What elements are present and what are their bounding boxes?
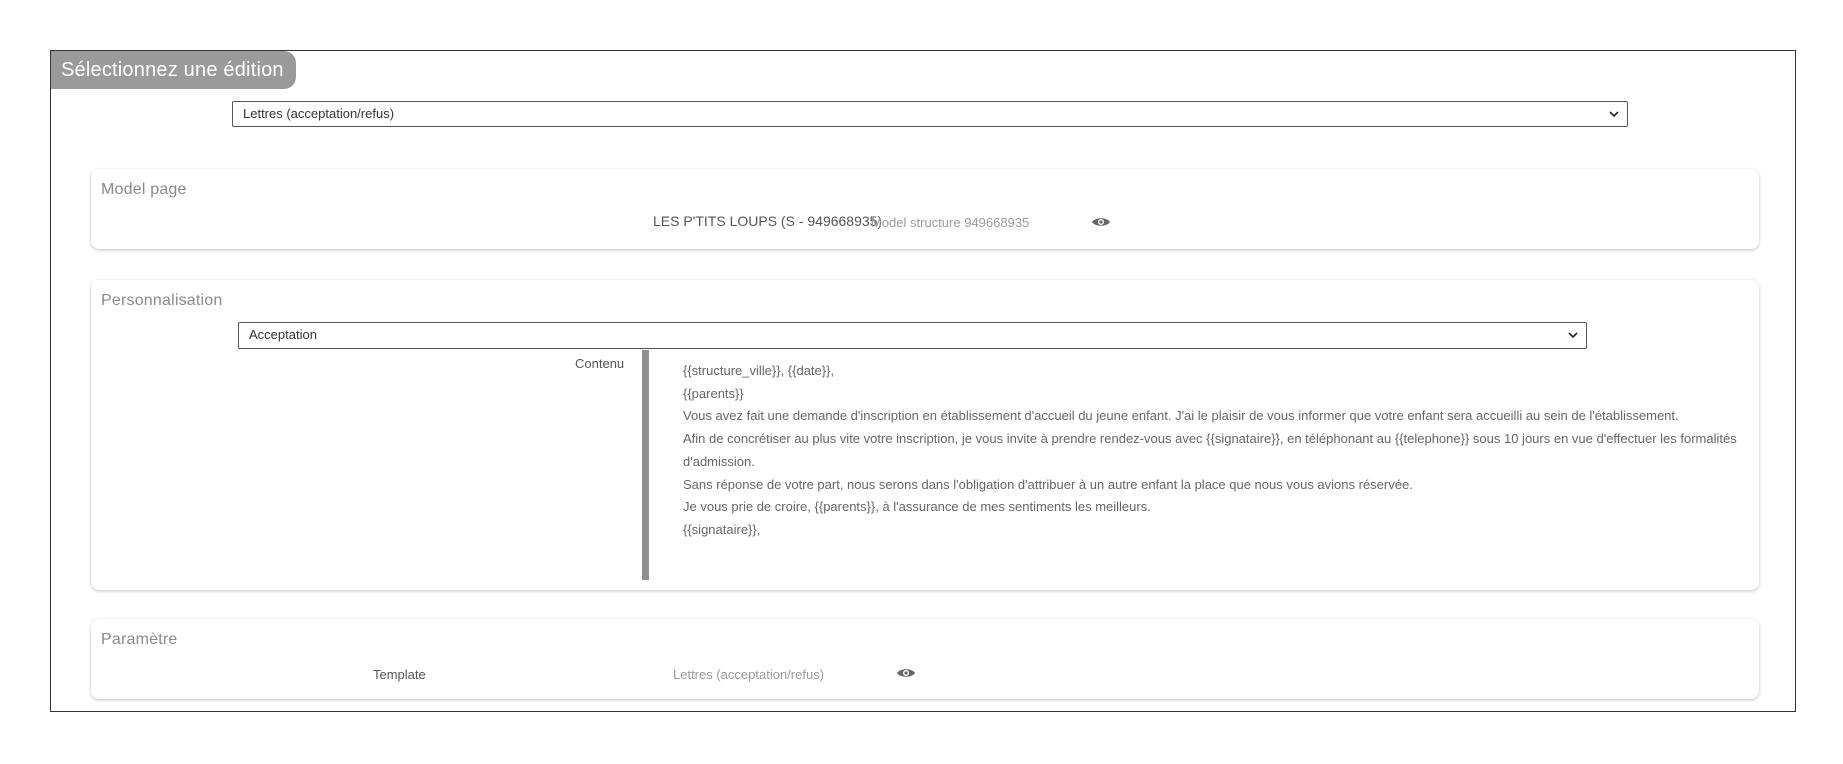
content-editor-bar [642, 350, 649, 580]
template-label: Template [373, 667, 426, 682]
parametre-title: Paramètre [101, 631, 178, 648]
structure-name: LES P'TITS LOUPS (S - 949668935) [653, 213, 883, 229]
parametre-card [91, 619, 1759, 699]
edition-panel [50, 50, 1796, 712]
edition-select-value: Lettres (acceptation/refus) [243, 106, 395, 121]
model-page-card [91, 169, 1759, 249]
content-line: {{signataire}}, [683, 521, 761, 537]
model-page-title: Model page [101, 181, 187, 198]
content-line: Je vous prie de croire, {{parents}}, à l'assurance de mes sentiments les meilleurs. [683, 499, 1151, 515]
content-editor[interactable] [683, 360, 1743, 542]
eye-icon[interactable] [896, 666, 916, 680]
edition-select[interactable] [232, 101, 1628, 127]
chevron-down-icon [1607, 102, 1621, 126]
content-line: {{structure_ville}}, {{date}}, [683, 363, 835, 378]
letter-type-select[interactable] [238, 322, 1587, 349]
model-structure-label: Model structure 949668935 [871, 215, 1030, 230]
content-line: Sans réponse de votre part, nous serons dans l'obligation d'attribuer à un autre enfant la place que nous vous avions réservée. [683, 476, 1413, 492]
content-line: Vous avez fait une demande d'inscription en établissement d'accueil du jeune enfant. J'ai le plaisir de vous informer que votre enfant sera accueilli au sein de l'établissement. [683, 408, 1679, 424]
template-value: Lettres (acceptation/refus) [673, 667, 825, 682]
personnalisation-title: Personnalisation [101, 292, 223, 309]
content-label: Contenu [575, 356, 625, 371]
panel-title: Sélectionnez une édition [51, 51, 296, 89]
content-line: {{parents}} [683, 385, 744, 401]
chevron-down-icon [1566, 323, 1580, 347]
personnalisation-card [91, 280, 1759, 590]
letter-type-value: Acceptation [249, 327, 317, 342]
eye-icon[interactable] [1091, 215, 1111, 229]
content-line: Afin de concrétiser au plus vite votre inscription, je vous invite à prendre rendez-vous avec {{signataire}}, en téléphonant au {{telephone}} sous 10 jours en vue d'effectuer les formalités d'admission. [683, 431, 1737, 469]
